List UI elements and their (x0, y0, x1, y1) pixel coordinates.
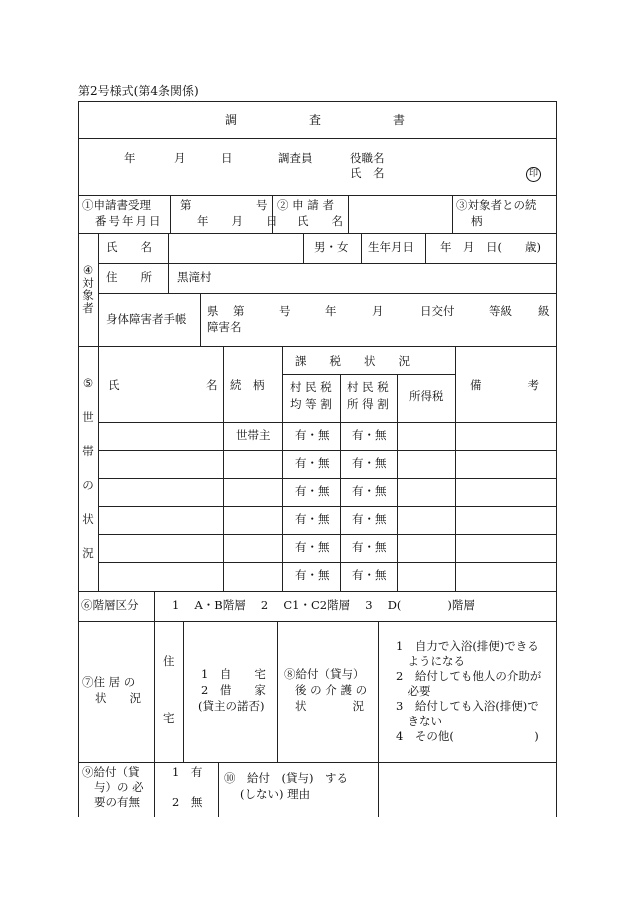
survey-month: 月 (174, 151, 186, 165)
rule (154, 621, 155, 762)
col-remarks: 備 考 (470, 378, 539, 392)
household-row-tax2: 有・無 (352, 456, 387, 470)
rule (218, 762, 219, 817)
housing-label-2: 状 況 (95, 691, 141, 705)
tax-col2-line2: 所 得 割 (347, 397, 389, 411)
household-row-tax1: 有・無 (295, 512, 330, 526)
number-suffix: 号 (256, 198, 268, 212)
rule (168, 233, 169, 293)
rule (397, 374, 398, 591)
rule (98, 346, 99, 591)
housing-v-bottom: 宅 (163, 711, 175, 725)
rule (455, 346, 456, 591)
rule (303, 233, 304, 263)
relation-label-2: 柄 (471, 214, 483, 228)
rule (98, 233, 99, 346)
household-row-tax1: 有・無 (295, 540, 330, 554)
frame-top (78, 101, 557, 102)
care-option: 3 給付しても入浴(排便)で (396, 699, 539, 713)
rule (154, 591, 155, 621)
household-row-tax1: 有・無 (295, 568, 330, 582)
address-value: 黒滝村 (177, 270, 212, 284)
rule (170, 195, 171, 233)
rule (98, 478, 557, 479)
household-row-tax2: 有・無 (352, 540, 387, 554)
col-name-2: 名 (206, 378, 218, 392)
housing-option-own: 1 自 宅 (201, 667, 266, 681)
rule (277, 621, 278, 762)
handbook-month: 月 (372, 304, 384, 318)
necessity-yes: 1 有 (172, 765, 203, 779)
housing-option-rent: 2 借 家 (201, 683, 266, 697)
birth-label: 生年月日 (368, 240, 414, 254)
address-label: 住 所 (106, 270, 152, 284)
handbook-number-prefix: 第 (233, 304, 245, 318)
applicant-name-label: 氏 名 (297, 214, 343, 228)
rule (98, 506, 557, 507)
tax-col1-line1: 村 民 税 (290, 380, 332, 394)
subject-name-label: 氏 名 (106, 240, 152, 254)
number-prefix: 第 (180, 198, 192, 212)
care-label-1: ⑧給付（貸与） (284, 667, 365, 681)
reason-label-1: ⑩ 給付 (貸与) する (224, 771, 348, 785)
col-name-1: 氏 (108, 378, 120, 392)
reason-label-2: (しない) 理由 (240, 787, 311, 801)
necessity-no: 2 無 (172, 795, 203, 809)
household-row-tax1: 有・無 (295, 428, 330, 442)
survey-day: 日 (221, 151, 233, 165)
household-row-tax2: 有・無 (352, 428, 387, 442)
rule (98, 422, 557, 423)
tier-options: 1 A・B階層 2 C1・C2階層 3 D( )階層 (172, 598, 475, 612)
household-section-label: ⑤ 世 帯 の 状 況 (82, 376, 94, 560)
investigator-name-label: 氏 名 (350, 166, 385, 180)
page-title: 調 査 書 (224, 113, 405, 127)
handbook-grade: 等級 (489, 304, 512, 318)
handbook-label: 身体障害者手帳 (106, 312, 187, 326)
rule (98, 263, 557, 264)
household-row-relation: 世帯主 (236, 428, 271, 442)
form-number-label: 第2号様式(第4条関係) (78, 84, 199, 98)
household-row-tax2: 有・無 (352, 512, 387, 526)
rule (98, 534, 557, 535)
tier-label: ⑥階層区分 (81, 598, 139, 612)
rule (223, 346, 224, 591)
rule (340, 374, 341, 591)
survey-year: 年 (124, 151, 136, 165)
received-date: 年 月 日 (197, 214, 278, 228)
handbook-prefecture: 県 (207, 304, 219, 318)
tax-header: 課 税 状 況 (295, 354, 410, 368)
frame-left (78, 101, 79, 817)
tax-col2-line1: 村 民 税 (347, 380, 389, 394)
rule (98, 450, 557, 451)
housing-v-top: 住 (163, 654, 175, 668)
rule (425, 233, 426, 263)
housing-label: ⑦住 居 の (82, 675, 136, 689)
rule (348, 195, 349, 233)
received-label: ①申請書受理 (82, 198, 151, 212)
rule (78, 621, 557, 622)
disability-name-label: 障害名 (207, 320, 242, 334)
rule (78, 233, 557, 234)
handbook-number-suffix: 号 (279, 304, 291, 318)
investigator-label: 調査員 (278, 151, 313, 165)
household-row-tax1: 有・無 (295, 456, 330, 470)
col-relation: 続 柄 (230, 378, 265, 392)
care-option: 4 その他( ) (396, 729, 539, 743)
rule (78, 138, 557, 139)
rule (200, 293, 201, 346)
care-option: 1 自力で入浴(排便)できる (396, 639, 539, 653)
rule (282, 374, 456, 375)
tax-col1-line2: 均 等 割 (290, 397, 332, 411)
care-option: ようになる (396, 654, 465, 668)
necessity-label-2: 与）の 必 (94, 780, 144, 794)
rule (452, 195, 453, 233)
care-label-2: 後 の 介 護 の (295, 683, 368, 697)
care-option: 2 給付しても他人の介助が (396, 669, 542, 683)
rule (183, 621, 184, 762)
rule (154, 762, 155, 817)
applicant-label: ② 申 請 者 (277, 198, 334, 212)
rule (78, 762, 557, 763)
tax-col3: 所得税 (409, 389, 444, 403)
sex-options: 男・女 (314, 240, 349, 254)
handbook-year: 年 (325, 304, 337, 318)
care-option: 必要 (396, 684, 431, 698)
care-option: きない (396, 714, 442, 728)
handbook-grade-suffix: 級 (538, 304, 550, 318)
subject-section-label: ④ 対 象 者 (82, 263, 94, 315)
rule (361, 233, 362, 263)
household-row-tax2: 有・無 (352, 568, 387, 582)
household-row-tax1: 有・無 (295, 484, 330, 498)
rule (98, 562, 557, 563)
frame-right (556, 101, 557, 817)
rule (78, 195, 557, 196)
necessity-label-3: 要の有無 (94, 795, 140, 809)
household-row-tax2: 有・無 (352, 484, 387, 498)
rule (78, 346, 557, 347)
seal-mark-icon: 印 (526, 167, 541, 182)
necessity-label-1: ⑨給付（貸 (82, 765, 140, 779)
rule (282, 346, 283, 591)
birth-value: 年 月 日( 歳) (440, 240, 541, 254)
position-label: 役職名 (350, 151, 385, 165)
handbook-issued: 日交付 (420, 304, 455, 318)
rule (378, 762, 379, 817)
relation-label: ③対象者との続 (456, 198, 537, 212)
care-label-3: 状 況 (295, 699, 364, 713)
rule (78, 591, 557, 592)
rule (98, 293, 557, 294)
rule (378, 621, 379, 762)
housing-option-landlord: (貸主の諾否) (198, 699, 265, 713)
received-label-2: 番号年月日 (95, 214, 163, 228)
